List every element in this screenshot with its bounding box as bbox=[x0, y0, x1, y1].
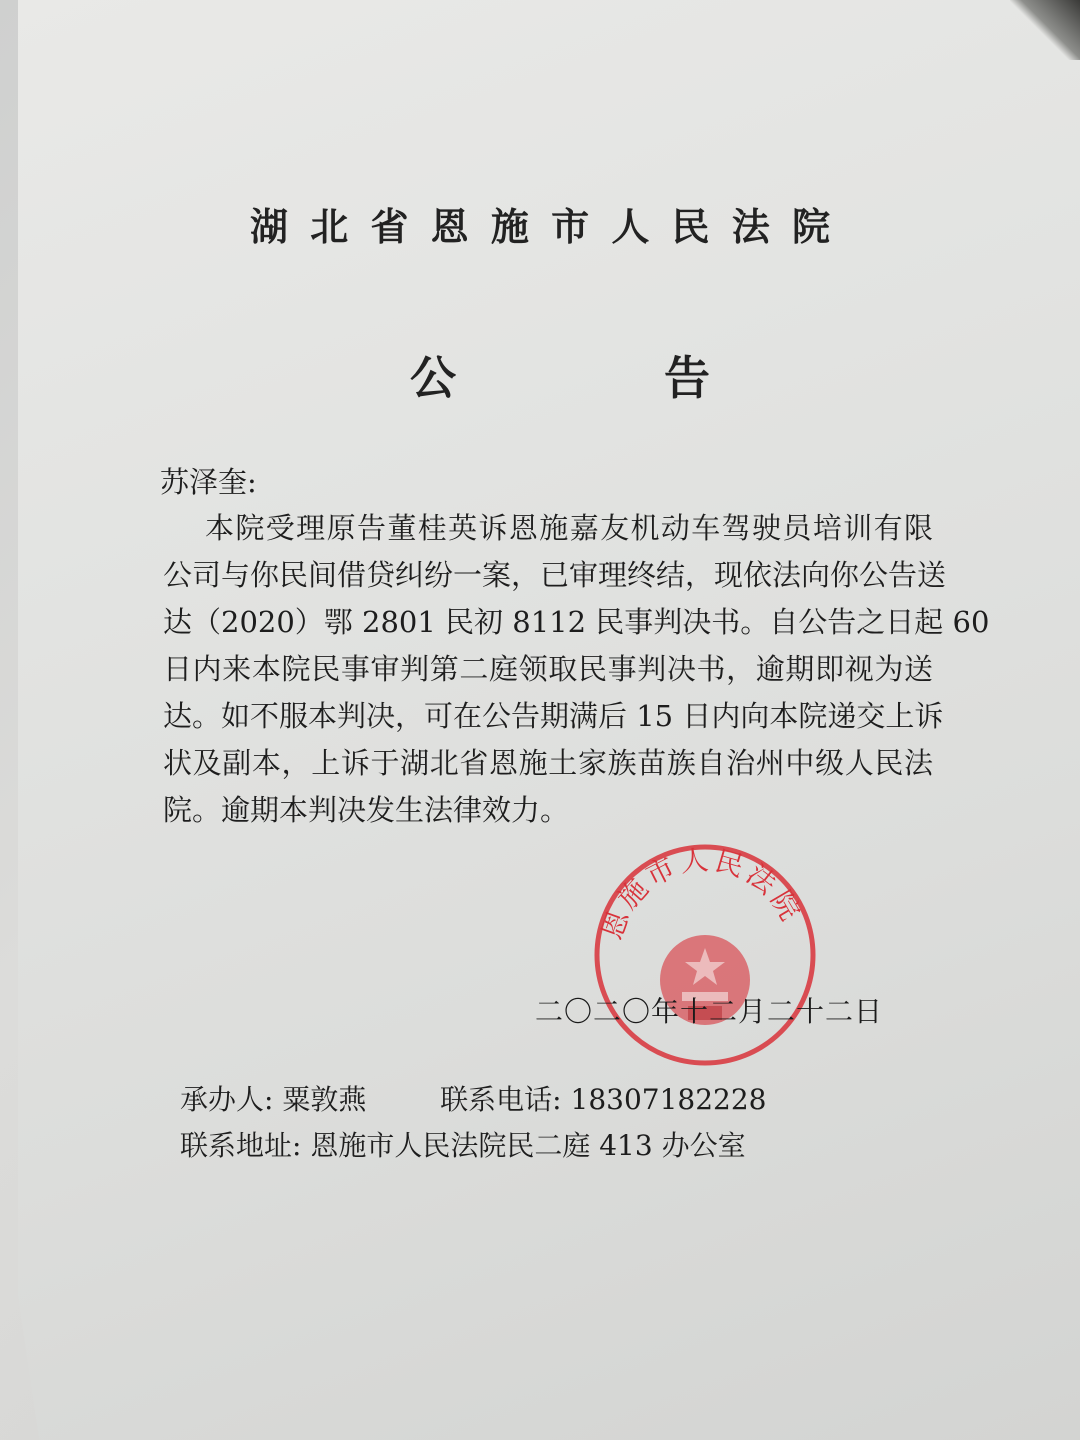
title-char: 省 bbox=[370, 204, 409, 249]
address-value: 恩施市人民法院民二庭 413 办公室 bbox=[310, 1129, 746, 1162]
handler-name: 粟敦燕 bbox=[282, 1083, 367, 1116]
court-seal bbox=[590, 840, 820, 1070]
body-line: 状及副本，上诉于湖北省恩施土家族苗族自治州中级人民法 bbox=[163, 746, 933, 780]
seal-text: 恩施市人民法院 bbox=[595, 843, 809, 944]
issue-date: 二〇二〇年十二月二十二日 bbox=[535, 995, 884, 1028]
title-char: 恩 bbox=[430, 204, 469, 249]
body-line: 公司与你民间借贷纠纷一案，已审理终结，现依法向你公告送 bbox=[163, 558, 947, 592]
contact-address-line bbox=[180, 1124, 746, 1164]
notice-body bbox=[163, 505, 990, 834]
title-char: 民 bbox=[671, 204, 710, 249]
svg-text:恩施市人民法院 bbox=[595, 843, 809, 944]
title-char: 北 bbox=[310, 204, 349, 249]
heading-char: 告 bbox=[664, 351, 710, 405]
contact-handler-line bbox=[180, 1078, 766, 1118]
body-line: 院。逾期本判决发生法律效力。 bbox=[163, 793, 570, 827]
heading-char: 公 bbox=[410, 351, 456, 405]
handler-label: 承办人: bbox=[180, 1083, 274, 1116]
address-label: 联系地址: bbox=[180, 1129, 302, 1162]
body-line: 日内来本院民事审判第二庭领取民事判决书，逾期即视为送 bbox=[163, 652, 933, 686]
title-char: 法 bbox=[731, 204, 770, 249]
title-char: 湖 bbox=[250, 204, 289, 249]
court-title bbox=[250, 196, 830, 251]
title-char: 人 bbox=[611, 204, 650, 249]
phone-label: 联系电话: bbox=[440, 1083, 562, 1116]
body-line: 达。如不服本判决，可在公告期满后 15 日内向本院递交上诉 bbox=[163, 699, 944, 733]
title-char: 院 bbox=[791, 204, 830, 249]
addressee: 苏泽奎: bbox=[160, 465, 257, 499]
title-char: 市 bbox=[551, 204, 590, 249]
paper-corner-shadow bbox=[1010, 0, 1080, 60]
phone-number: 18307182228 bbox=[570, 1083, 767, 1116]
title-char: 施 bbox=[490, 204, 529, 249]
body-line: 达（2020）鄂 2801 民初 8112 民事判决书。自公告之日起 60 bbox=[163, 605, 990, 639]
body-line: 本院受理原告董桂英诉恩施嘉友机动车驾驶员培训有限 bbox=[205, 511, 933, 545]
notice-heading bbox=[410, 342, 710, 408]
